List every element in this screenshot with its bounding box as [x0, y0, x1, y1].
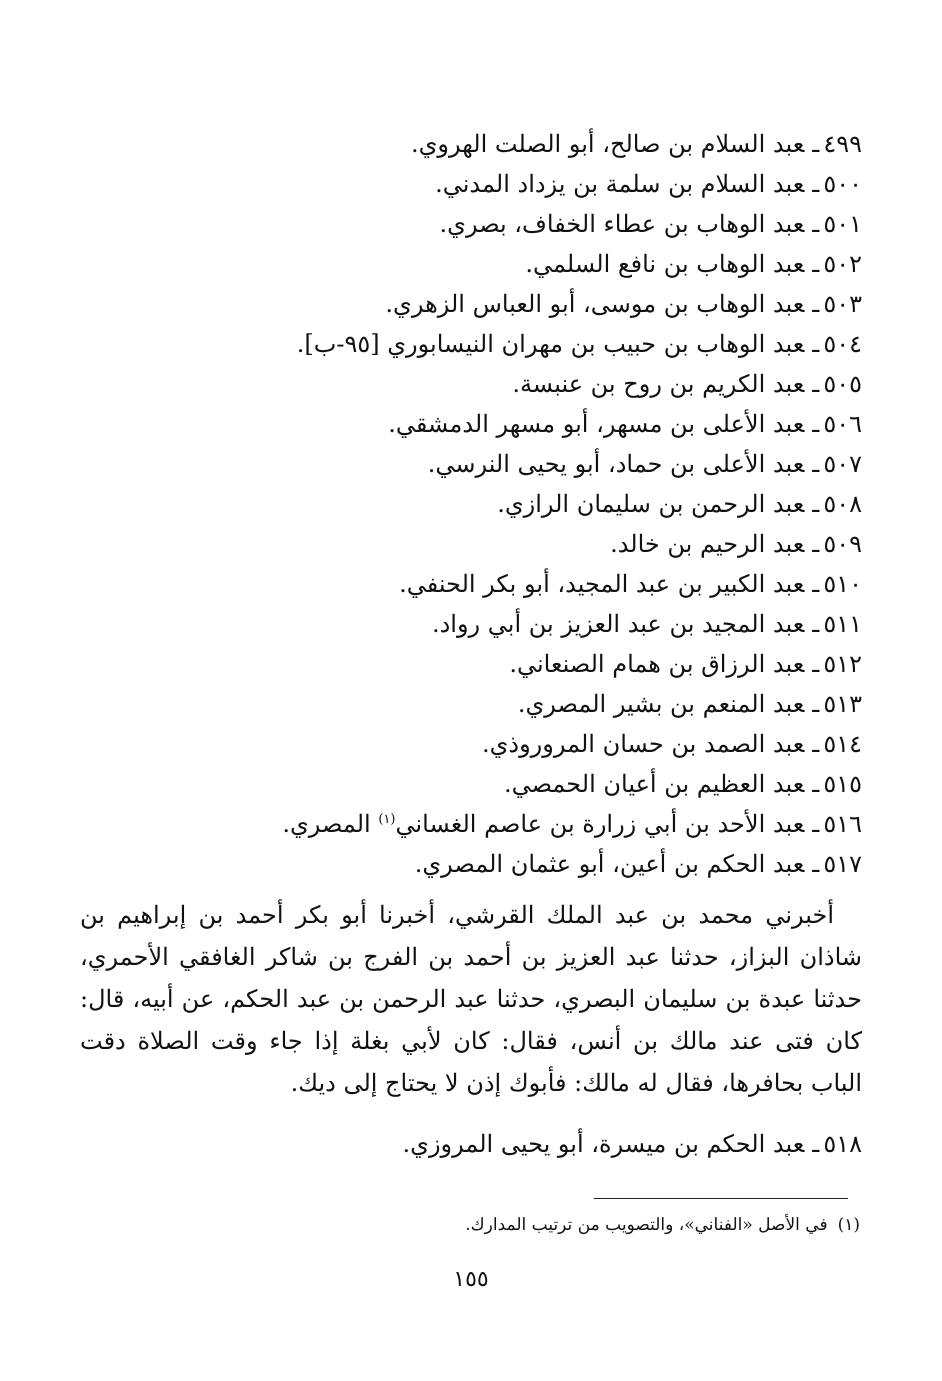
entry-separator: ـ — [812, 450, 820, 478]
entry-text: عبد الرحيم بن خالد. — [610, 530, 805, 558]
entry — [82, 604, 862, 644]
entry-number: ٥٠١ — [823, 210, 862, 238]
entry-number: ٥٠٠ — [823, 170, 862, 198]
entry-text: عبد السلام بن صالح، أبو الصلت الهروي. — [411, 130, 805, 158]
entry — [82, 844, 862, 884]
entry — [82, 164, 862, 204]
entry — [82, 444, 862, 484]
entry-separator: ـ — [812, 210, 820, 238]
entry-text: عبد المنعم بن بشير المصري. — [517, 690, 805, 718]
entry-number: ٥٠٣ — [823, 290, 862, 318]
entry-number: ٥٠٨ — [823, 490, 862, 518]
entry-text: عبد الكبير بن عبد المجيد، أبو بكر الحنفي. — [399, 570, 805, 598]
entry-separator: ـ — [812, 170, 820, 198]
entry-number: ٥٠٦ — [823, 410, 862, 438]
entry-text: عبد الوهاب بن عطاء الخفاف، بصري. — [439, 210, 805, 238]
entry — [82, 684, 862, 724]
entry-text: عبد الرحمن بن سليمان الرازي. — [497, 490, 805, 518]
entry — [82, 764, 862, 804]
entry-separator: ـ — [812, 130, 820, 158]
entry-text: عبد العظيم بن أعيان الحمصي. — [503, 770, 805, 798]
footnote-mark: (١) — [837, 1215, 860, 1235]
entry-number: ٥١٨ — [823, 1130, 862, 1158]
entry-separator: ـ — [812, 810, 820, 838]
entry-separator: ـ — [812, 250, 820, 278]
entry-number: ٥١٠ — [823, 570, 862, 598]
entry — [82, 1124, 862, 1164]
entry-number: ٥٠٥ — [823, 370, 862, 398]
entry — [82, 364, 862, 404]
entry-number: ٥١٢ — [823, 650, 862, 678]
entry-separator: ـ — [812, 490, 820, 518]
entry-separator: ـ — [812, 850, 820, 878]
entry-text: عبد الحكم بن أعين، أبو عثمان المصري. — [414, 850, 805, 878]
entry-number: ٥٠٤ — [823, 330, 862, 358]
entry-text: عبد الأعلى بن مسهر، أبو مسهر الدمشقي. — [388, 410, 805, 438]
entry-number: ٥١٣ — [823, 690, 862, 718]
entry-separator: ـ — [812, 290, 820, 318]
entry — [82, 564, 862, 604]
entry — [82, 204, 862, 244]
entry-number: ٥٠٩ — [823, 530, 862, 558]
entry-text: عبد الوهاب بن موسى، أبو العباس الزهري. — [385, 290, 805, 318]
entry-separator: ـ — [812, 370, 820, 398]
entry-text: عبد الرزاق بن همام الصنعاني. — [509, 650, 805, 678]
entry-separator: ـ — [812, 410, 820, 438]
entry — [82, 324, 862, 364]
entry-separator: ـ — [812, 610, 820, 638]
entry-separator: ـ — [812, 770, 820, 798]
footnote — [160, 1212, 860, 1238]
entry — [82, 404, 862, 444]
entry-separator: ـ — [812, 690, 820, 718]
entry-text: عبد الوهاب بن نافع السلمي. — [525, 250, 805, 278]
entry-separator: ـ — [812, 1130, 820, 1158]
entry-separator: ـ — [812, 330, 820, 358]
entry-text-tail: المصري. — [282, 810, 379, 838]
page-number: ١٥٥ — [453, 1267, 489, 1292]
entry — [82, 284, 862, 324]
entry-number: ٤٩٩ — [823, 130, 862, 158]
entry-number: ٥٠٧ — [823, 450, 862, 478]
entry-text: عبد الوهاب بن حبيب بن مهران النيسابوري [٩٥-ب]. — [296, 330, 805, 358]
footnote-reference: (١) — [378, 812, 396, 827]
entry-text: عبد الأعلى بن حماد، أبو يحيى النرسي. — [427, 450, 805, 478]
entry-number: ٥٠٢ — [823, 250, 862, 278]
entry-separator: ـ — [812, 650, 820, 678]
entry — [82, 724, 862, 764]
footnote-divider — [594, 1198, 848, 1199]
entry-text: عبد الحكم بن ميسرة، أبو يحيى المروزي. — [402, 1130, 805, 1158]
entry-text: عبد الأحد بن أبي زرارة بن عاصم الغساني — [395, 810, 805, 838]
entry-text: عبد السلام بن سلمة بن يزداد المدني. — [435, 170, 805, 198]
entry-number: ٥١٤ — [823, 730, 862, 758]
entry-text: عبد المجيد بن عبد العزيز بن أبي رواد. — [431, 610, 805, 638]
entry-text: عبد الكريم بن روح بن عنبسة. — [512, 370, 805, 398]
footnote-text: في الأصل «الفناني»، والتصويب من ترتيب المدارك. — [465, 1215, 828, 1235]
entry — [82, 644, 862, 684]
entry-separator: ـ — [812, 730, 820, 758]
entry — [82, 484, 862, 524]
entry-number: ٥١٥ — [823, 770, 862, 798]
entry — [82, 524, 862, 564]
entry — [82, 804, 862, 844]
entry — [82, 244, 862, 284]
entry-list — [82, 124, 862, 884]
narration-paragraph: أخبرني محمد بن عبد الملك القرشي، أخبرنا أبو بكر أحمد بن إبراهيم بن شاذان البزاز، حدثنا عبد العزيز بن أحمد بن الفرج بن شاكر الغافقي الأحمري، حدثنا عبدة بن سليمان البصري، حدثنا عبد الرحمن بن عبد الحكم، عن أبيه، قال: كان فتى عند مالك بن أنس، فقال: كان لأبي بغلة إذا جاء وقت الصلاة دقت الباب بحافرها، فقال له مالك: فأبوك إذن لا يحتاج إلى ديك. — [80, 901, 862, 1097]
entry-number: ٥١١ — [823, 610, 862, 638]
entry-separator: ـ — [812, 570, 820, 598]
entry-separator: ـ — [812, 530, 820, 558]
entry-number: ٥١٦ — [823, 810, 862, 838]
entry-text: عبد الصمد بن حسان المروروذي. — [481, 730, 805, 758]
entry — [82, 124, 862, 164]
entry-number: ٥١٧ — [823, 850, 862, 878]
